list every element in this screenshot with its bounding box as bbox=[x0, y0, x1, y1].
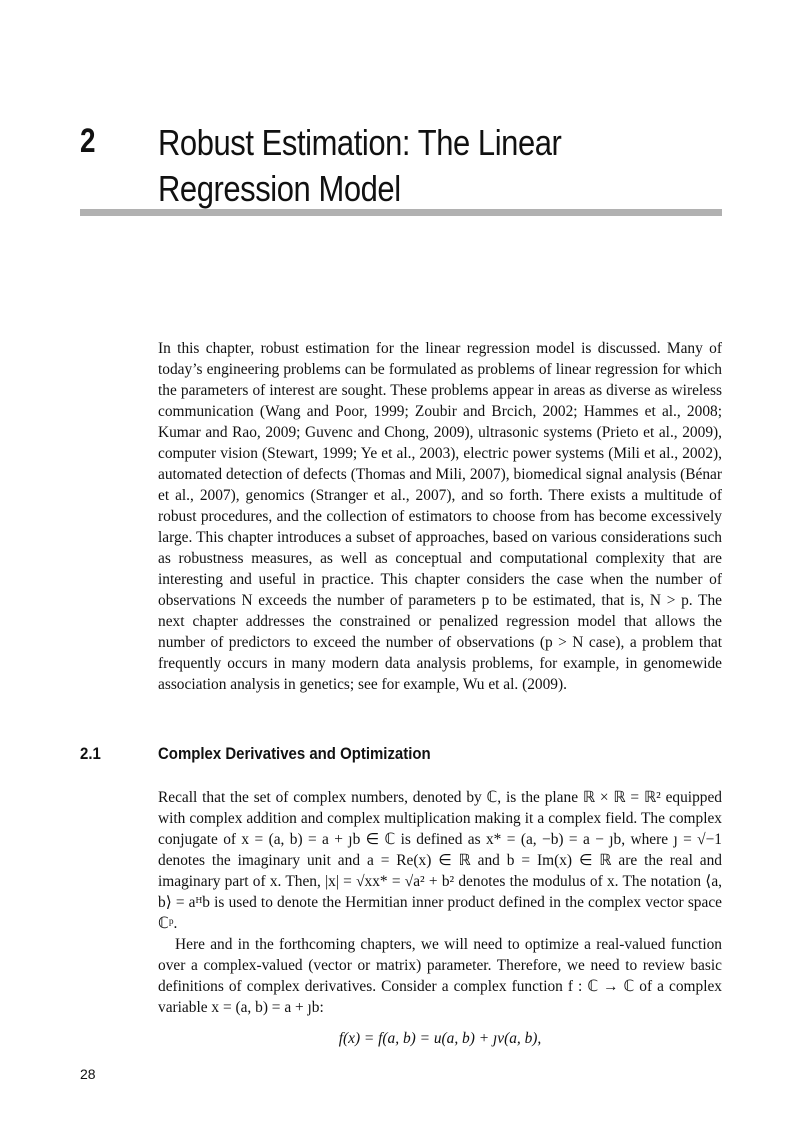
chapter-title-line-1: Robust Estimation: The Linear bbox=[158, 122, 562, 163]
section-body bbox=[158, 787, 722, 1018]
chapter-number: 2 bbox=[80, 122, 96, 160]
intro-paragraph: In this chapter, robust estimation for the linear regression model is discussed. Many of today’s engineering problems can be formulated as problems of linear regression for which the parameters of interest are sought. These problems appear in areas as diverse as wireless communication (Wang and Poor, 1999; Zoubir and Brcich, 2002; Hammes et al., 2008; Kumar and Rao, 2009; Guvenc and Chong, 2009), ultrasonic systems (Prieto et al., 2009), computer vision (Stewart, 1999; Ye et al., 2003), electric power systems (Mili et al., 2002), automated detection of defects (Thomas and Mili, 2007), biomedical signal analysis (Bénar et al., 2007), genomics (Stranger et al., 2007), and so forth. There exists a multitude of robust procedures, and the collection of estimators to choose from has become excessively large. This chapter introduces a subset of approaches, based on various considerations such as robustness measures, as well as conceptual and computational complexity that are interesting and useful in practice. This chapter considers the case when the number of observations N exceeds the number of parameters p to be estimated, that is, N > p. The next chapter addresses the constrained or penalized regression model that allows the number of predictors to exceed the number of observations (p > N case), a problem that frequently occurs in many modern data analysis problems, for example, in genomewide association analysis in genetics; see for example, Wu et al. (2009). bbox=[158, 340, 722, 693]
display-equation: f(x) = f(a, b) = u(a, b) + ȷv(a, b), bbox=[338, 1030, 542, 1047]
section-paragraph-2: Here and in the forthcoming chapters, we will need to optimize a real-valued function over a complex-valued (vector or matrix) parameter. Therefore, we need to review basic definitions of complex derivatives. Consider a complex function f : ℂ → ℂ of a complex variable x = (a, b) = a + ȷb: bbox=[158, 936, 722, 1016]
chapter-title-line-2: Regression Model bbox=[158, 168, 401, 209]
section-number: 2.1 bbox=[80, 744, 101, 763]
section-title: Complex Derivatives and Optimization bbox=[158, 744, 431, 763]
section-paragraph-1: Recall that the set of complex numbers, denoted by ℂ, is the plane ℝ × ℝ = ℝ² equipped with complex addition and complex multiplication making it a complex field. The complex conjugate of x = (a, b) = a + ȷb ∈ ℂ is defined as x* = (a, −b) = a − ȷb, where ȷ = √−1 denotes the imaginary unit and a = Re(x) ∈ ℝ and b = Im(x) ∈ ℝ are the real and imaginary part of x. Then, |x| = √xx* = √a² + b² denotes the modulus of x. The notation ⟨a, b⟩ = aᴴb is used to denote the Hermitian inner product defined in the complex vector space ℂᵖ. bbox=[158, 789, 722, 932]
chapter-title-rule bbox=[80, 209, 722, 216]
chapter-title bbox=[158, 120, 640, 212]
page-number: 28 bbox=[80, 1066, 96, 1082]
